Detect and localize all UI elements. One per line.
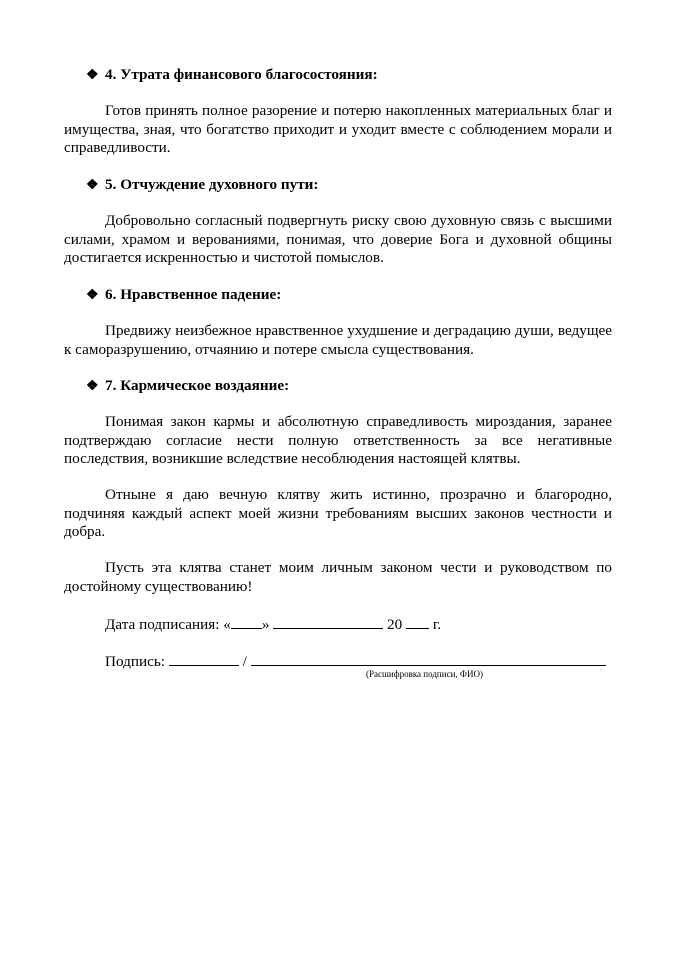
signature-blank-field[interactable] — [169, 651, 239, 666]
signature-caption: (Расшифровка подписи, ФИО) — [366, 669, 483, 679]
signature-separator: / — [242, 653, 247, 670]
closing-paragraph-1: Отныне я даю вечную клятву жить истинно, прозрачно и благородно, подчиняя каждый аспект моей жизни требованиям высших законов честности и добра. — [64, 486, 612, 540]
signing-date-line — [105, 614, 441, 635]
bullet-icon: ❖ — [86, 178, 99, 193]
section-heading-text: 6. Нравственное падение: — [105, 286, 282, 303]
section-heading-6 — [86, 286, 281, 306]
section-heading-text: 5. Отчуждение духовного пути: — [105, 176, 319, 193]
century-text: 20 — [387, 616, 403, 633]
section-heading-text: 7. Кармическое воздаяние: — [105, 377, 290, 394]
signature-line — [105, 651, 606, 672]
section-paragraph-5: Добровольно согласный подвергнуть риску свою духовную связь с высшими силами, храмом и верованиями, понимая, что доверие Бога и духовной общины достигается искренностью и чистотой помыслов. — [64, 212, 612, 266]
section-heading-7 — [86, 377, 289, 397]
year-suffix: г. — [432, 616, 442, 633]
bullet-icon: ❖ — [86, 68, 99, 83]
full-name-blank-field[interactable] — [251, 651, 606, 666]
section-paragraph-4: Готов принять полное разорение и потерю накопленных материальных благ и имущества, зная, что богатство приходит и уходит вместе с соблюдением морали и справедливости. — [64, 102, 612, 156]
signature-label: Подпись: — [105, 653, 165, 670]
section-heading-5 — [86, 176, 318, 196]
section-heading-text: 4. Утрата финансового благосостояния: — [105, 66, 378, 83]
section-paragraph-6: Предвижу неизбежное нравственное ухудшение и деградацию души, ведущее к саморазрушению, отчаянию и потере смысла существования. — [64, 322, 612, 358]
closing-paragraph-2: Пусть эта клятва станет моим личным законом чести и руководством по достойному существованию! — [64, 559, 612, 595]
date-label: Дата подписания: — [105, 616, 220, 633]
day-blank-field[interactable] — [231, 614, 262, 629]
bullet-icon: ❖ — [86, 288, 99, 303]
date-close-quote: » — [261, 616, 270, 633]
month-blank-field[interactable] — [273, 614, 383, 629]
date-open-quote: « — [223, 616, 231, 633]
bullet-icon: ❖ — [86, 379, 99, 394]
year-blank-field[interactable] — [406, 614, 429, 629]
section-heading-4 — [86, 66, 378, 86]
section-paragraph-7: Понимая закон кармы и абсолютную справедливость мироздания, заранее подтверждаю согласие нести полную ответственность за все негативные последствия, возникшие вследствие несоблюдения настоящей клятвы. — [64, 413, 612, 467]
